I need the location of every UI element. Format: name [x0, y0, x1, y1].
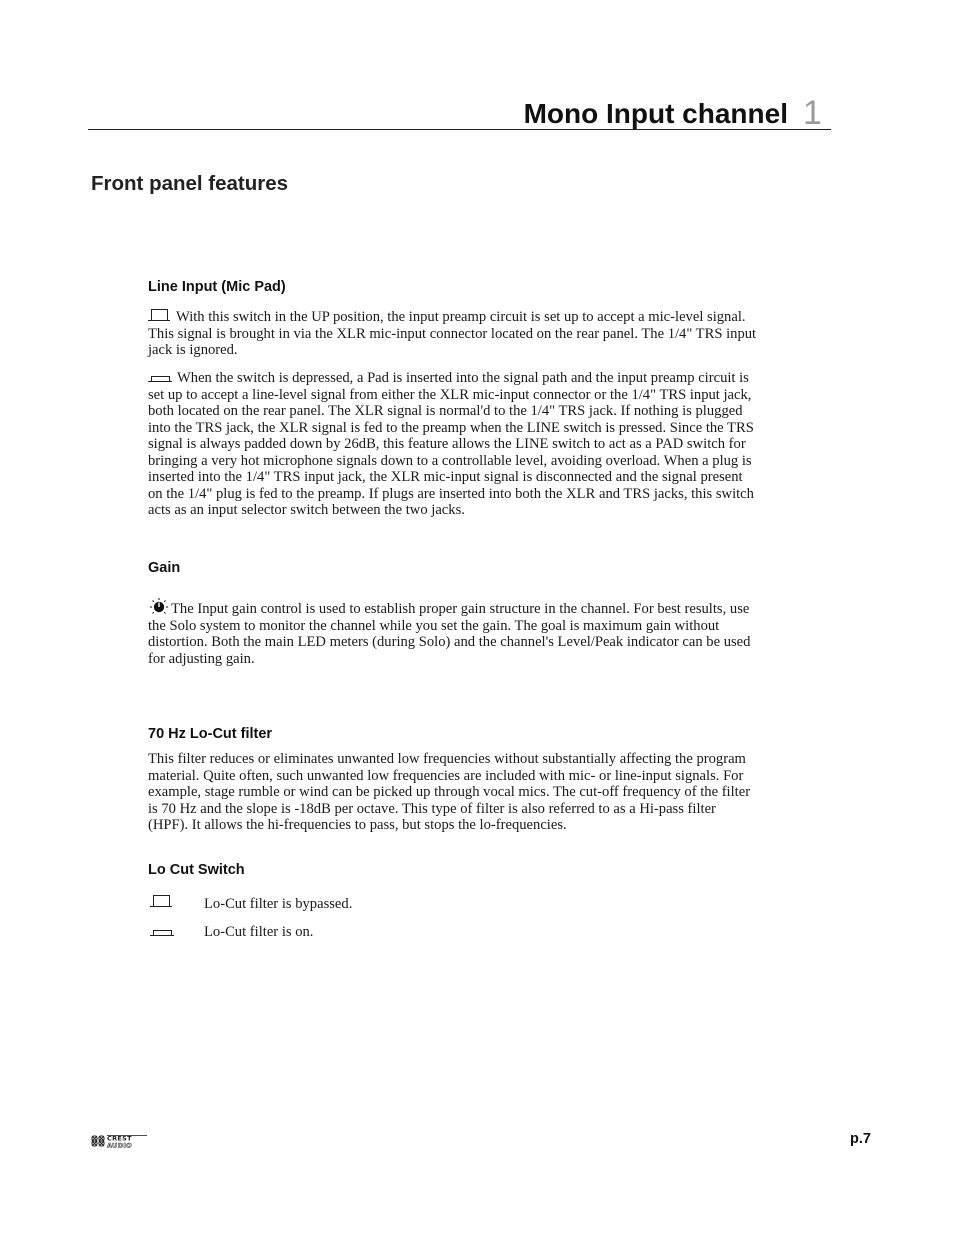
lo-cut-on-text: Lo-Cut filter is on. [204, 924, 314, 940]
lo-cut-bypassed-text: Lo-Cut filter is bypassed. [204, 896, 353, 912]
line-input-down-paragraph [148, 370, 758, 519]
line-input-up-text: With this switch in the UP position, the input preamp circuit is set up to accept a mic-level signal. This signal is brought in via the XLR mic-input connector located on the rear panel. The 1/4" TRS input jack is ignored. [148, 309, 757, 358]
page-number: p.7 [850, 1131, 871, 1147]
gain-text: The Input gain control is used to establish proper gain structure in the channel. For best results, use the Solo system to monitor the channel while you set the gain. The goal is maximum gain without distortion. Both the main LED meters (during Solo) and the channel's Level/Peak indicator can be used for adjusting gain. [148, 601, 751, 667]
switch-down-icon [148, 374, 172, 382]
lo-cut-filter-heading: 70 Hz Lo-Cut filter [148, 726, 273, 742]
crest-audio-logo [90, 1133, 150, 1151]
line-input-heading: Line Input (Mic Pad) [148, 279, 286, 295]
gain-heading: Gain [148, 560, 181, 576]
switch-up-icon [150, 895, 172, 907]
lo-cut-switch-heading: Lo Cut Switch [148, 862, 245, 878]
switch-up-icon [148, 309, 170, 321]
chapter-number: 1 [803, 94, 822, 132]
lo-cut-filter-text: This filter reduces or eliminates unwanted low frequencies without substantially affecting the program material. Quite often, such unwanted low frequencies are included with mic- or line-input signals. For example, stage rumble or wind can be picked up through vocal mics. The cut-off frequency of the filter is 70 Hz and the slope is -18dB per octave. This type of filter is also referred to as a Hi-pass filter (HPF). It allows the hi-frequencies to pass, but stops the lo-frequencies. [148, 751, 751, 833]
header-rule [88, 129, 831, 130]
gain-knob-icon [148, 597, 168, 615]
chapter-title: Mono Input channel [523, 98, 788, 129]
svg-text:AUDIO: AUDIO [107, 1141, 132, 1150]
line-input-up-paragraph [148, 309, 758, 359]
section-title: Front panel features [91, 172, 289, 195]
switch-down-icon [150, 928, 174, 936]
gain-paragraph [148, 597, 758, 667]
line-input-down-text: When the switch is depressed, a Pad is inserted into the signal path and the input preamp circuit is set up to accept a line-level signal from either the XLR mic-input connector or the 1/4" TRS input jack, both located on the rear panel. The XLR signal is normal'd to the 1/4" TRS jack. If nothing is plugged into the TRS jack, the XLR signal is fed to the preamp when the LINE switch is pressed. Since the TRS signal is always padded down by 26dB, this feature allows the LINE switch to act as a PAD switch for bringing a very hot microphone signals down to a controllable level, avoiding overload. When a plug is inserted into the 1/4" TRS input jack, the XLR mic-input signal is disconnected and the signal present on the 1/4" plug is fed to the preamp. If plugs are inserted into both the XLR and TRS jacks, this switch acts as an input selector switch between the two jacks. [148, 370, 754, 518]
svg-text:CREST: CREST [107, 1134, 132, 1143]
